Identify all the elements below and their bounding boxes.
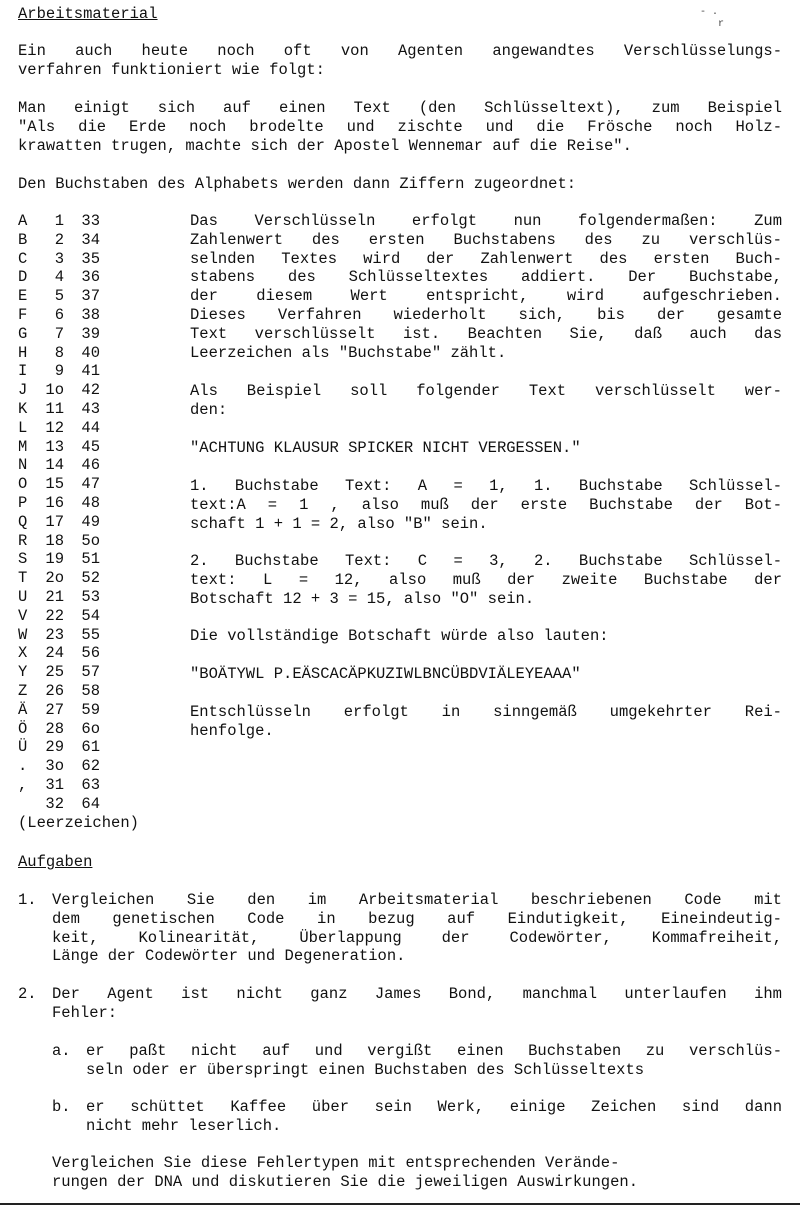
alphabet-row: [18, 776, 100, 795]
alphabet-letter: A: [18, 212, 28, 230]
alphabet-value: 2o: [45, 569, 64, 588]
key-text-paragraph: [18, 99, 782, 155]
alphabet-row: [18, 588, 100, 607]
scan-speck: r: [718, 19, 725, 30]
alphabet-letter: H: [18, 343, 28, 362]
alphabet-value: 25: [45, 663, 64, 682]
alphabet-row: [18, 626, 100, 645]
alphabet-alt-value: 45: [81, 437, 100, 456]
alphabet-letter: O: [18, 475, 28, 494]
alphabet-alt-value: 41: [81, 362, 100, 381]
alphabet-letter: Z: [18, 681, 28, 700]
text-line: Das Verschlüsseln erfolgt nun folgendermaßen: Zum: [190, 212, 782, 230]
alphabet-letter: Y: [18, 663, 28, 682]
text-line: der diesem Wert entspricht, wird aufgeschrieben.: [190, 287, 782, 306]
alphabet-row: [18, 400, 100, 419]
alphabet-alt-value: 37: [81, 287, 100, 306]
alphabet-alt-value: 64: [81, 794, 100, 813]
alphabet-letter: ,: [18, 775, 28, 794]
step2-paragraph: [190, 552, 782, 608]
full-message: "BOÄTYWL P.EÄSCACÄPKUZIWLBNCÜBDVIÄLEYEAAA": [190, 665, 581, 683]
alphabet-letter: C: [18, 249, 28, 268]
text-line: stabens des Schlüsseltextes addiert. Der Buchstabe,: [190, 268, 782, 287]
alphabet-alt-value: 34: [81, 230, 100, 249]
bottom-rule: [0, 1203, 800, 1205]
text-line: Zahlenwert des ersten Buchstabens des zu verschlüs-: [190, 230, 782, 249]
alphabet-value: 6: [54, 305, 64, 324]
alphabet-letter: T: [18, 569, 28, 588]
alphabet-value: 28: [45, 719, 64, 738]
heading-aufgaben: Aufgaben: [18, 853, 93, 871]
alphabet-alt-value: 52: [81, 569, 100, 588]
text-line: Fehler:: [52, 1003, 118, 1022]
alphabet-letter: F: [18, 305, 28, 324]
scan-speck: - .: [700, 7, 719, 18]
text-line: Ein auch heute noch oft von Agenten angewandtes Verschlüsselungs-: [18, 42, 782, 60]
alphabet-row: [18, 381, 100, 400]
alphabet-row: [18, 456, 100, 475]
alphabet-row: [18, 644, 100, 663]
alphabet-letter: L: [18, 418, 28, 437]
alphabet-value: 8: [54, 343, 64, 362]
alphabet-value: 24: [45, 644, 64, 663]
text-line: henfolge.: [190, 721, 274, 740]
alphabet-row: [18, 419, 100, 438]
alphabet-row: [18, 325, 100, 344]
alphabet-alt-value: 40: [81, 343, 100, 362]
text-line: Länge der Codewörter und Degeneration.: [52, 947, 406, 966]
alphabet-alt-value: 39: [81, 324, 100, 343]
alphabet-alt-value: 59: [81, 700, 100, 719]
alphabet-row: [18, 438, 100, 457]
alphabet-value: 11: [45, 399, 64, 418]
alphabet-row: [18, 344, 100, 363]
alphabet-value: 3o: [45, 757, 64, 776]
alphabet-row: [18, 494, 100, 513]
task-number: 2.: [18, 985, 37, 1003]
alphabet-value: 27: [45, 700, 64, 719]
alphabet-alt-value: 58: [81, 681, 100, 700]
text-line: selnden Textes wird der Zahlenwert des ersten Buch-: [190, 249, 782, 268]
task-number: 1.: [18, 891, 37, 909]
alphabet-value: 1: [54, 212, 64, 230]
alphabet-value: 13: [45, 437, 64, 456]
alphabet-alt-value: 62: [81, 757, 100, 776]
alphabet-alt-value: 42: [81, 381, 100, 400]
alphabet-value: 16: [45, 493, 64, 512]
alphabet-value: 23: [45, 625, 64, 644]
alphabet-alt-value: 53: [81, 587, 100, 606]
text-line: Dieses Verfahren wiederholt sich, bis der gesamte: [190, 305, 782, 324]
alphabet-row: [18, 362, 100, 381]
alphabet-alt-value: 48: [81, 493, 100, 512]
alphabet-value: 22: [45, 606, 64, 625]
alphabet-row: [18, 757, 100, 776]
alphabet-letter: B: [18, 230, 28, 249]
alphabet-letter: I: [18, 362, 28, 381]
text-line: den:: [190, 400, 228, 419]
alphabet-alt-value: 43: [81, 399, 100, 418]
alphabet-alt-value: 51: [81, 550, 100, 569]
alphabet-alt-value: 44: [81, 418, 100, 437]
text-line: nicht mehr leserlich.: [86, 1116, 282, 1135]
alphabet-value: 1o: [45, 381, 64, 400]
text-line: text: L = 12, also muß der zweite Buchstabe der: [190, 570, 782, 589]
alphabet-row: [18, 250, 100, 269]
alphabet-letter: M: [18, 437, 28, 456]
alphabet-value: 26: [45, 681, 64, 700]
space-label: (Leerzeichen): [18, 813, 139, 832]
text-line: Text verschlüsselt ist. Beachten Sie, daß auch das: [190, 324, 782, 343]
alphabet-letter: Q: [18, 512, 28, 531]
text-line: Leerzeichen als "Buchstabe" zählt.: [190, 343, 507, 362]
alphabet-alt-value: 63: [81, 775, 100, 794]
alphabet-alt-value: 55: [81, 625, 100, 644]
text-line: Vergleichen Sie den im Arbeitsmaterial beschriebenen Code mit: [52, 891, 782, 909]
text-line: text:A = 1 , also muß der erste Buchstabe der Bot-: [190, 495, 782, 514]
alphabet-row: [18, 569, 100, 588]
step1-paragraph: [190, 477, 782, 533]
intro-paragraph: [18, 42, 782, 80]
decrypt-paragraph: [190, 703, 782, 741]
full-message-intro: Die vollständige Botschaft würde also lauten:: [190, 627, 609, 645]
task-2-conclusion: [18, 1154, 782, 1192]
alphabet-alt-value: 6o: [81, 719, 100, 738]
text-line: Entschlüsseln erfolgt in sinngemäß umgekehrter Rei-: [190, 703, 782, 721]
alphabet-row: [18, 550, 100, 569]
alphabet-alt-value: 5o: [81, 531, 100, 550]
alphabet-value: 31: [45, 775, 64, 794]
alphabet-letter: Ö: [18, 719, 28, 738]
alphabet-letter: .: [18, 757, 28, 776]
alphabet-row: [18, 306, 100, 325]
alphabet-alt-value: 49: [81, 512, 100, 531]
task-1: [18, 891, 782, 966]
alphabet-alt-value: 47: [81, 475, 100, 494]
alphabet-value: 32: [45, 794, 64, 813]
alphabet-value: 19: [45, 550, 64, 569]
alphabet-letter: W: [18, 625, 28, 644]
alphabet-letter: [18, 795, 34, 814]
alphabet-value: 12: [45, 418, 64, 437]
text-line: Vergleichen Sie diese Fehlertypen mit entsprechenden Verände-: [52, 1154, 620, 1172]
text-line: "Als die Erde noch brodelte und zischte und die Frösche noch Holz-: [18, 117, 782, 136]
alphabet-row: [18, 682, 100, 701]
alphabet-letter: R: [18, 531, 28, 550]
alphabet-letter: U: [18, 587, 28, 606]
alphabet-letter: G: [18, 324, 28, 343]
alphabet-letter: S: [18, 550, 28, 569]
alphabet-letter: P: [18, 493, 28, 512]
text-line: keit, Kolinearität, Überlappung der Codewörter, Kommafreiheit,: [52, 928, 782, 947]
alphabet-value: 29: [45, 738, 64, 757]
text-line: er paßt nicht auf und vergißt einen Buchstaben zu verschlüs-: [86, 1042, 782, 1060]
alphabet-letter: N: [18, 456, 28, 475]
alphabet-row: [18, 663, 100, 682]
alphabet-row: [18, 287, 100, 306]
alphabet-letter: X: [18, 644, 28, 663]
text-line: Als Beispiel soll folgender Text verschlüsselt wer-: [190, 382, 782, 400]
example-intro: [190, 382, 782, 420]
alphabet-row: [18, 720, 100, 739]
alphabet-row: [18, 231, 100, 250]
alphabet-letter: E: [18, 287, 28, 306]
alphabet-alt-value: 56: [81, 644, 100, 663]
text-line: dem genetischen Code in bezug auf Eindutigkeit, Eineindeutig-: [52, 909, 782, 928]
heading-arbeitsmaterial: Arbeitsmaterial: [18, 5, 158, 23]
alphabet-value: 18: [45, 531, 64, 550]
alphabet-value: 7: [54, 324, 64, 343]
alphabet-row: [18, 513, 100, 532]
alphabet-value: 5: [54, 287, 64, 306]
subtask-letter: a.: [52, 1042, 71, 1060]
alphabet-letter: V: [18, 606, 28, 625]
alphabet-row: [18, 475, 100, 494]
alphabet-row: [18, 212, 100, 231]
alphabet-value: 14: [45, 456, 64, 475]
alphabet-alt-value: 61: [81, 738, 100, 757]
text-line: 2. Buchstabe Text: C = 3, 2. Buchstabe Schlüssel-: [190, 552, 782, 570]
alphabet-letter: Ü: [18, 738, 28, 757]
alphabet-alt-value: 46: [81, 456, 100, 475]
alphabet-value: 4: [54, 268, 64, 287]
text-line: seln oder er überspringt einen Buchstaben des Schlüsseltexts: [86, 1060, 645, 1079]
text-line: krawatten trugen, machte sich der Apostel Wennemar auf die Reise".: [18, 136, 632, 155]
alphabet-row: [18, 795, 100, 814]
alphabet-alt-value: 57: [81, 663, 100, 682]
alphabet-table-wrap: [18, 212, 183, 832]
alphabet-alt-value: 54: [81, 606, 100, 625]
procedure-paragraph: [190, 212, 782, 362]
subtask-letter: b.: [52, 1098, 71, 1116]
task-2b: [18, 1098, 782, 1136]
alphabet-alt-value: 33: [81, 212, 100, 230]
text-line: 1. Buchstabe Text: A = 1, 1. Buchstabe Schlüssel-: [190, 477, 782, 495]
alphabet-value: 2: [54, 230, 64, 249]
task-2a: [18, 1042, 782, 1080]
alphabet-value: 17: [45, 512, 64, 531]
alphabet-letter: K: [18, 399, 28, 418]
text-line: rungen der DNA und diskutieren Sie die jeweiligen Auswirkungen.: [52, 1172, 638, 1191]
text-line: Man einigt sich auf einen Text (den Schlüsseltext), zum Beispiel: [18, 99, 782, 117]
example-text: "ACHTUNG KLAUSUR SPICKER NICHT VERGESSEN.": [190, 439, 581, 457]
alphabet-row: [18, 532, 100, 551]
alphabet-alt-value: 35: [81, 249, 100, 268]
text-line: Botschaft 12 + 3 = 15, also "O" sein.: [190, 589, 535, 608]
alphabet-value: 9: [54, 362, 64, 381]
text-line: er schüttet Kaffee über sein Werk, einige Zeichen sind dann: [86, 1098, 782, 1116]
text-line: schaft 1 + 1 = 2, also "B" sein.: [190, 514, 488, 533]
alphabet-row: [18, 701, 100, 720]
alphabet-row: [18, 268, 100, 287]
alphabet-intro: Den Buchstaben des Alphabets werden dann Ziffern zugeordnet:: [18, 175, 577, 193]
alphabet-letter: J: [18, 381, 28, 400]
alphabet-value: 3: [54, 249, 64, 268]
alphabet-value: 21: [45, 587, 64, 606]
alphabet-table: [18, 212, 100, 814]
text-line: Der Agent ist nicht ganz James Bond, manchmal unterlaufen ihm: [52, 985, 782, 1003]
alphabet-alt-value: 36: [81, 268, 100, 287]
alphabet-letter: D: [18, 268, 28, 287]
text-line: verfahren funktioniert wie folgt:: [18, 60, 325, 79]
alphabet-row: [18, 738, 100, 757]
alphabet-row: [18, 607, 100, 626]
alphabet-letter: Ä: [18, 700, 28, 719]
alphabet-alt-value: 38: [81, 305, 100, 324]
task-2: [18, 985, 782, 1023]
alphabet-value: 15: [45, 475, 64, 494]
